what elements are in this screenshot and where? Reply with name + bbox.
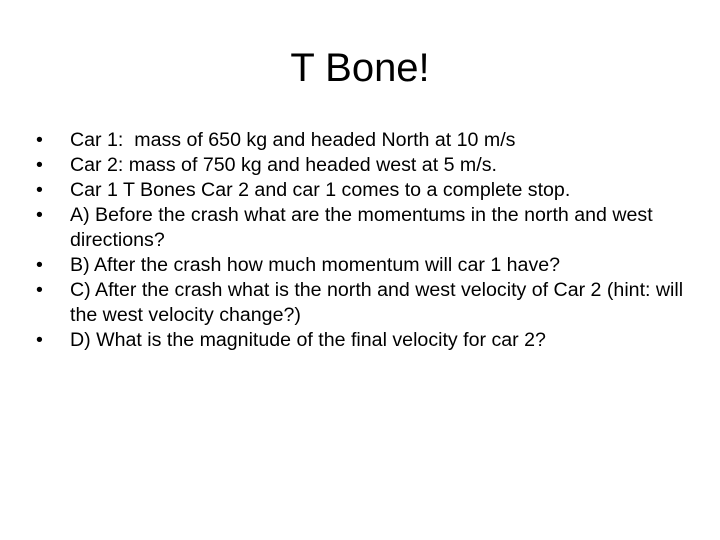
bullet-item-question-b	[36, 253, 696, 278]
bullet-dot-icon: •	[36, 154, 43, 176]
bullet-text: Car 2: mass of 750 kg and headed west at 5 m/s.	[70, 154, 497, 176]
bullet-text: A) Before the crash what are the momentums in the north and west directions?	[70, 204, 653, 251]
bullet-list	[36, 128, 696, 353]
bullet-item-question-a	[36, 203, 696, 253]
bullet-item-question-c	[36, 278, 696, 328]
bullet-dot-icon: •	[36, 204, 43, 226]
bullet-text: Car 1: mass of 650 kg and headed North at 10 m/s	[70, 129, 516, 151]
bullet-text: C) After the crash what is the north and west velocity of Car 2 (hint: will the west velocity change?)	[70, 279, 684, 326]
bullet-text: B) After the crash how much momentum will car 1 have?	[70, 254, 561, 276]
bullet-dot-icon: •	[36, 179, 43, 201]
bullet-dot-icon: •	[36, 329, 43, 351]
bullet-dot-icon: •	[36, 254, 43, 276]
slide-title: T Bone!	[290, 46, 430, 90]
bullet-item-car1	[36, 128, 696, 153]
bullet-text: D) What is the magnitude of the final velocity for car 2?	[70, 329, 546, 351]
bullet-item-question-d	[36, 328, 696, 353]
bullet-dot-icon: •	[36, 279, 43, 301]
bullet-dot-icon: •	[36, 129, 43, 151]
bullet-item-collision	[36, 178, 696, 203]
bullet-text: Car 1 T Bones Car 2 and car 1 comes to a complete stop.	[70, 179, 571, 201]
bullet-item-car2	[36, 153, 696, 178]
